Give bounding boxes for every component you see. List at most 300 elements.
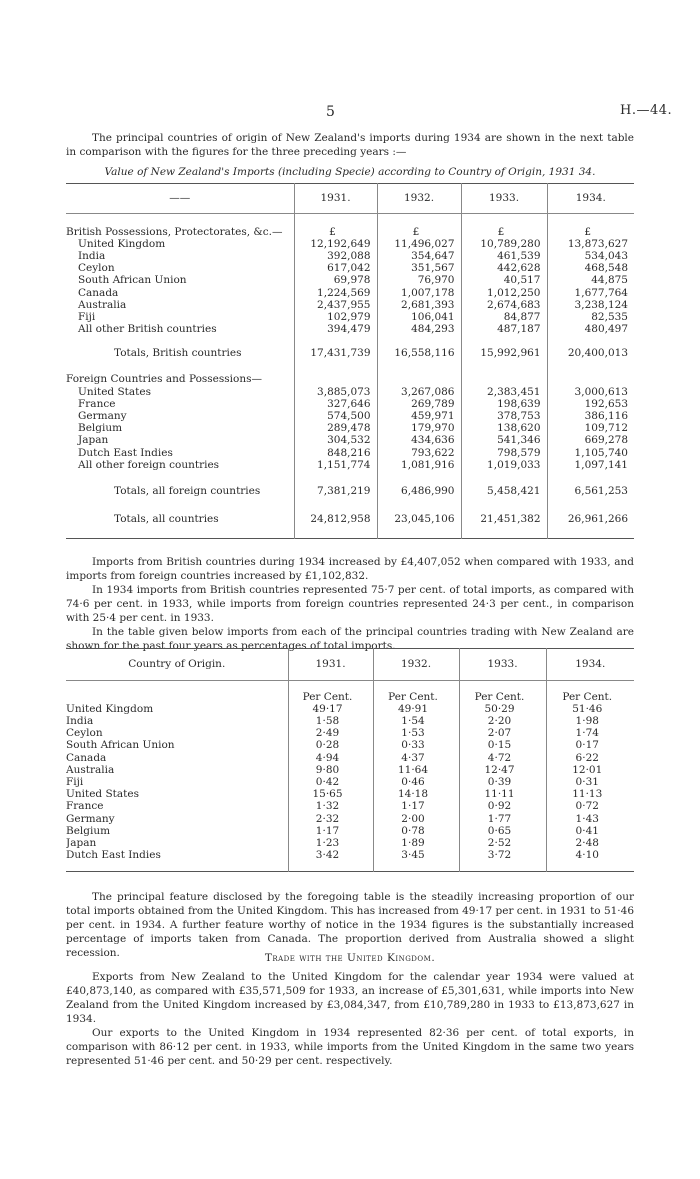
- table-row: [66, 238, 634, 250]
- value-cell: 11·11: [459, 788, 546, 800]
- value-cell: 6·22: [546, 752, 634, 764]
- value-cell: 11,496,027: [377, 238, 461, 250]
- row-label: [66, 788, 288, 800]
- value-cell: [547, 501, 634, 509]
- value-cell: 378,753: [461, 410, 547, 422]
- value-cell: 434,636: [377, 434, 461, 446]
- value-cell: 3,238,124: [547, 299, 634, 311]
- row-label-text: Dutch East Indies: [66, 849, 161, 862]
- row-label: [66, 323, 294, 335]
- value-cell: [294, 471, 377, 481]
- row-label-text: United States: [66, 788, 139, 801]
- section-heading: [66, 952, 634, 964]
- row-label: [66, 262, 294, 274]
- value-cell: [377, 363, 461, 373]
- row-label: [66, 727, 288, 739]
- table-row: [66, 800, 634, 812]
- row-label: [66, 274, 294, 286]
- value-cell: 50·29: [459, 703, 546, 715]
- value-cell: 3,267,086: [377, 386, 461, 398]
- row-label: [66, 691, 288, 703]
- value-cell: 198,639: [461, 398, 547, 410]
- value-cell: 1·54: [373, 715, 459, 727]
- table-row: [66, 447, 634, 459]
- value-cell: 669,278: [547, 434, 634, 446]
- value-cell: 0·17: [546, 739, 634, 751]
- value-cell: 106,041: [377, 311, 461, 323]
- value-cell: 109,712: [547, 422, 634, 434]
- value-cell: £: [547, 226, 634, 238]
- value-cell: 84,877: [461, 311, 547, 323]
- row-label: [66, 501, 294, 509]
- table2-year-header: 1934.: [546, 649, 634, 681]
- row-label: [66, 861, 288, 871]
- value-cell: 12·01: [546, 764, 634, 776]
- table-row: [66, 410, 634, 422]
- row-label-text: India: [78, 249, 106, 262]
- row-label-text: All other foreign countries: [78, 458, 220, 471]
- row-label: [66, 459, 294, 471]
- value-cell: 15·65: [288, 788, 373, 800]
- row-label-text: South African Union: [66, 739, 175, 752]
- row-label: [66, 434, 294, 446]
- value-cell: 0·31: [546, 776, 634, 788]
- table-row: [66, 386, 634, 398]
- table-row: [66, 788, 634, 800]
- value-cell: 459,971: [377, 410, 461, 422]
- value-cell: [294, 335, 377, 343]
- table1-year-header: 1931.: [294, 184, 377, 214]
- row-label: [66, 681, 288, 691]
- total-row: [66, 343, 634, 363]
- spacer-row: [66, 335, 634, 343]
- table-row: [66, 459, 634, 471]
- value-cell: 269,789: [377, 398, 461, 410]
- table-row: [66, 727, 634, 739]
- value-cell: 1·77: [459, 813, 546, 825]
- value-cell: 1,012,250: [461, 287, 547, 299]
- row-label-text: British Possessions, Protectorates, &c.—: [66, 225, 283, 238]
- value-cell: [547, 363, 634, 373]
- row-label-text: Belgium: [66, 824, 111, 837]
- value-cell: 12,192,649: [294, 238, 377, 250]
- row-label: [66, 813, 288, 825]
- table-row: [66, 813, 634, 825]
- table-row: [66, 274, 634, 286]
- value-cell: 3·42: [288, 849, 373, 861]
- value-cell: 1,019,033: [461, 459, 547, 471]
- value-cell: [377, 214, 461, 226]
- page-number: 5: [326, 104, 335, 120]
- row-label: [66, 509, 294, 529]
- value-cell: Per Cent.: [546, 691, 634, 703]
- spacer-row: [66, 681, 634, 691]
- value-cell: 2·20: [459, 715, 546, 727]
- row-label-text: Belgium: [78, 422, 123, 435]
- row-label: [66, 335, 294, 343]
- value-cell: 3·72: [459, 849, 546, 861]
- value-cell: 1,151,774: [294, 459, 377, 471]
- table2-year-header: 1933.: [459, 649, 546, 681]
- value-cell: [547, 214, 634, 226]
- value-cell: 179,970: [377, 422, 461, 434]
- value-cell: 16,558,116: [377, 343, 461, 363]
- unit-row: [66, 691, 634, 703]
- value-cell: 2·32: [288, 813, 373, 825]
- value-cell: 1,224,569: [294, 287, 377, 299]
- value-cell: [547, 471, 634, 481]
- value-cell: [461, 373, 547, 385]
- value-cell: 1,677,764: [547, 287, 634, 299]
- value-cell: Per Cent.: [373, 691, 459, 703]
- value-cell: 2·00: [373, 813, 459, 825]
- value-cell: [459, 681, 546, 691]
- table2-year-header: 1932.: [373, 649, 459, 681]
- row-label-text: United Kingdom: [78, 237, 166, 250]
- row-label-text: Canada: [78, 286, 119, 299]
- value-cell: 0·72: [546, 800, 634, 812]
- row-label: [66, 739, 288, 751]
- value-cell: 3,885,073: [294, 386, 377, 398]
- value-cell: [461, 363, 547, 373]
- spacer-row: [66, 861, 634, 871]
- table-row: [66, 739, 634, 751]
- table-row: [66, 311, 634, 323]
- row-label-text: South African Union: [78, 274, 187, 287]
- value-cell: 534,043: [547, 250, 634, 262]
- value-cell: 1·17: [288, 825, 373, 837]
- value-cell: 0·78: [373, 825, 459, 837]
- value-cell: 442,628: [461, 262, 547, 274]
- value-cell: 2·48: [546, 837, 634, 849]
- value-cell: 798,579: [461, 447, 547, 459]
- row-label-text: All other British countries: [78, 323, 217, 336]
- row-label-text: Canada: [66, 751, 107, 764]
- row-label: [66, 410, 294, 422]
- row-label: [66, 800, 288, 812]
- row-label-text: United Kingdom: [66, 702, 154, 715]
- value-cell: 49·17: [288, 703, 373, 715]
- value-cell: 2·49: [288, 727, 373, 739]
- row-label: [66, 849, 288, 861]
- table-row: [66, 776, 634, 788]
- table-row: [66, 287, 634, 299]
- row-label-text: Germany: [78, 409, 127, 422]
- row-label-text: Dutch East Indies: [78, 446, 173, 459]
- row-label: [66, 287, 294, 299]
- value-cell: Per Cent.: [288, 691, 373, 703]
- value-cell: 69,978: [294, 274, 377, 286]
- row-label-text: Ceylon: [78, 262, 115, 275]
- value-cell: 0·42: [288, 776, 373, 788]
- value-cell: [373, 681, 459, 691]
- table2-intro-paragraph: In the table given below imports from each of the principal countries trading with New Zealand are shown for the past four years as percentages of total imports.: [66, 626, 634, 652]
- value-cell: 15,992,961: [461, 343, 547, 363]
- row-label-text: Japan: [78, 434, 109, 447]
- section-heading-text: Trade with the United Kingdom.: [264, 952, 436, 964]
- imports-percentage-table: [66, 648, 634, 872]
- row-label: [66, 764, 288, 776]
- imports-change-paragraph: Imports from British countries during 1934 increased by £4,407,052 when compared with 1933, and imports from foreign countries increased by £1,102,832.: [66, 556, 634, 582]
- value-cell: 51·46: [546, 703, 634, 715]
- table1-year-header: 1933.: [461, 184, 547, 214]
- value-cell: 102,979: [294, 311, 377, 323]
- imports-value-table: [66, 183, 634, 539]
- row-label: [66, 238, 294, 250]
- row-label-text: Foreign Countries and Possessions—: [66, 373, 263, 386]
- row-label: [66, 715, 288, 727]
- value-cell: 354,647: [377, 250, 461, 262]
- value-cell: 23,045,106: [377, 509, 461, 529]
- table-row: [66, 849, 634, 861]
- table-row: [66, 837, 634, 849]
- value-cell: 1·23: [288, 837, 373, 849]
- value-cell: [294, 501, 377, 509]
- value-cell: 138,620: [461, 422, 547, 434]
- value-cell: 1,097,141: [547, 459, 634, 471]
- table-row: [66, 398, 634, 410]
- value-cell: [377, 335, 461, 343]
- value-cell: 0·28: [288, 739, 373, 751]
- table-row: [66, 422, 634, 434]
- exports-paragraph: Exports from New Zealand to the United Kingdom for the calendar year 1934 were valued at £40,873,140, as compared with £35,571,509 for 1933, an increase of £5,301,631, while imports into New Zealand from the United Kingdom increased by £3,084,347, from £10,789,280 in 1933 to £13,873,627 in 1934.: [66, 971, 634, 1025]
- value-cell: [461, 471, 547, 481]
- value-cell: [459, 861, 546, 871]
- row-label-text: Totals, all foreign countries: [114, 484, 261, 497]
- value-cell: 289,478: [294, 422, 377, 434]
- value-cell: 327,646: [294, 398, 377, 410]
- spacer-row: [66, 363, 634, 373]
- row-label-text: France: [66, 800, 104, 813]
- value-cell: 394,479: [294, 323, 377, 335]
- value-cell: 26,961,266: [547, 509, 634, 529]
- value-cell: 3,000,613: [547, 386, 634, 398]
- table1-year-header: 1932.: [377, 184, 461, 214]
- value-cell: 461,539: [461, 250, 547, 262]
- table-row: [66, 703, 634, 715]
- value-cell: 82,535: [547, 311, 634, 323]
- row-label: [66, 837, 288, 849]
- value-cell: 386,116: [547, 410, 634, 422]
- value-cell: [377, 529, 461, 539]
- row-label-text: Totals, British countries: [114, 347, 242, 360]
- value-cell: [546, 861, 634, 871]
- value-cell: [294, 373, 377, 385]
- row-label-text: India: [66, 714, 94, 727]
- row-label: [66, 447, 294, 459]
- value-cell: 2,383,451: [461, 386, 547, 398]
- value-cell: 44,875: [547, 274, 634, 286]
- value-cell: 0·92: [459, 800, 546, 812]
- imports-share-paragraph: In 1934 imports from British countries represented 75·7 per cent. of total imports, as compared with 74·6 per cent. in 1933, while imports from foreign countries represented 24·3 per cent., in comparison with 25·4 per cent. in 1933.: [66, 584, 634, 624]
- row-label-text: Australia: [78, 298, 127, 311]
- value-cell: 7,381,219: [294, 481, 377, 501]
- row-label: [66, 471, 294, 481]
- value-cell: 1,007,178: [377, 287, 461, 299]
- value-cell: [547, 529, 634, 539]
- value-cell: 484,293: [377, 323, 461, 335]
- table1-caption: Value of New Zealand's Imports (including Specie) according to Country of Origin, 1931 34.: [104, 166, 596, 178]
- section-row: [66, 373, 634, 385]
- value-cell: 1,081,916: [377, 459, 461, 471]
- row-label: [66, 481, 294, 501]
- value-cell: 20,400,013: [547, 343, 634, 363]
- value-cell: 304,532: [294, 434, 377, 446]
- row-label: [66, 299, 294, 311]
- value-cell: 0·65: [459, 825, 546, 837]
- row-label: [66, 311, 294, 323]
- value-cell: 192,653: [547, 398, 634, 410]
- table-row: [66, 299, 634, 311]
- row-label: [66, 214, 294, 226]
- value-cell: 40,517: [461, 274, 547, 286]
- value-cell: 9·80: [288, 764, 373, 776]
- value-cell: 541,346: [461, 434, 547, 446]
- value-cell: 848,216: [294, 447, 377, 459]
- value-cell: [461, 529, 547, 539]
- value-cell: [547, 373, 634, 385]
- value-cell: 0·33: [373, 739, 459, 751]
- table-row: [66, 764, 634, 776]
- value-cell: 351,567: [377, 262, 461, 274]
- value-cell: 2,681,393: [377, 299, 461, 311]
- row-label-text: Totals, all countries: [114, 512, 219, 525]
- table2-year-header: 1931.: [288, 649, 373, 681]
- row-label-text: Australia: [66, 763, 115, 776]
- value-cell: 12·47: [459, 764, 546, 776]
- row-label: [66, 703, 288, 715]
- row-label: [66, 776, 288, 788]
- value-cell: 0·39: [459, 776, 546, 788]
- value-cell: 17,431,739: [294, 343, 377, 363]
- value-cell: [461, 501, 547, 509]
- value-cell: 4·94: [288, 752, 373, 764]
- value-cell: 76,970: [377, 274, 461, 286]
- table2-country-header: Country of Origin.: [128, 658, 226, 671]
- row-label: [66, 250, 294, 262]
- value-cell: 13,873,627: [547, 238, 634, 250]
- row-label: [66, 398, 294, 410]
- value-cell: 3·45: [373, 849, 459, 861]
- spacer-row: [66, 214, 634, 226]
- row-label: [66, 373, 294, 385]
- value-cell: [547, 335, 634, 343]
- value-cell: 617,042: [294, 262, 377, 274]
- row-label: [66, 363, 294, 373]
- spacer-row: [66, 501, 634, 509]
- table-row: [66, 434, 634, 446]
- value-cell: 49·91: [373, 703, 459, 715]
- value-cell: [461, 335, 547, 343]
- value-cell: Per Cent.: [459, 691, 546, 703]
- value-cell: 4·10: [546, 849, 634, 861]
- value-cell: £: [377, 226, 461, 238]
- value-cell: 1,105,740: [547, 447, 634, 459]
- value-cell: 2,437,955: [294, 299, 377, 311]
- value-cell: 10,789,280: [461, 238, 547, 250]
- table-row: [66, 262, 634, 274]
- row-label: [66, 422, 294, 434]
- value-cell: 1·58: [288, 715, 373, 727]
- value-cell: [294, 363, 377, 373]
- value-cell: 4·37: [373, 752, 459, 764]
- spacer-row: [66, 529, 634, 539]
- value-cell: 793,622: [377, 447, 461, 459]
- value-cell: 5,458,421: [461, 481, 547, 501]
- grand-total-row: [66, 509, 634, 529]
- currency-row: [66, 226, 634, 238]
- table-row: [66, 250, 634, 262]
- row-label: [66, 752, 288, 764]
- page-reference: H.—44.: [620, 103, 673, 118]
- value-cell: 2·07: [459, 727, 546, 739]
- value-cell: 574,500: [294, 410, 377, 422]
- value-cell: [294, 214, 377, 226]
- value-cell: 14·18: [373, 788, 459, 800]
- value-cell: 468,548: [547, 262, 634, 274]
- value-cell: 21,451,382: [461, 509, 547, 529]
- value-cell: 2,674,683: [461, 299, 547, 311]
- value-cell: 6,486,990: [377, 481, 461, 501]
- row-label: [66, 386, 294, 398]
- value-cell: 0·46: [373, 776, 459, 788]
- value-cell: 1·32: [288, 800, 373, 812]
- row-label-text: Germany: [66, 812, 115, 825]
- row-label-text: Fiji: [78, 310, 96, 323]
- table1-corner: ——: [169, 192, 191, 205]
- value-cell: 11·64: [373, 764, 459, 776]
- value-cell: [373, 861, 459, 871]
- feature-paragraph: The principal feature disclosed by the foregoing table is the steadily increasing proportion of our total imports obtained from the United Kingdom. This has increased from 49·17 per cent. in 1931 to 51·46 per cent. in 1934. A further feature worthy of notice in the 1934 figures is the substantially increased percentage of imports taken from Canada. The proportion derived from Australia showed a slight recession.: [66, 891, 635, 959]
- total-row: [66, 481, 634, 501]
- row-label: [66, 343, 294, 363]
- value-cell: [377, 373, 461, 385]
- value-cell: 11·13: [546, 788, 634, 800]
- table1-year-header: 1934.: [547, 184, 634, 214]
- row-label-text: Fiji: [66, 775, 84, 788]
- table-row: [66, 323, 634, 335]
- value-cell: 487,187: [461, 323, 547, 335]
- value-cell: [377, 471, 461, 481]
- value-cell: 4·72: [459, 752, 546, 764]
- value-cell: 6,561,253: [547, 481, 634, 501]
- value-cell: 0·15: [459, 739, 546, 751]
- value-cell: [288, 681, 373, 691]
- value-cell: 1·53: [373, 727, 459, 739]
- value-cell: 480,497: [547, 323, 634, 335]
- exports-share-paragraph: Our exports to the United Kingdom in 1934 represented 82·36 per cent. of total exports, in comparison with 86·12 per cent. in 1933, while imports from the United Kingdom in the same two years represented 51·46 per cent. and 50·29 per cent. respectively.: [66, 1027, 634, 1067]
- value-cell: 1·74: [546, 727, 634, 739]
- row-label-text: Japan: [66, 836, 97, 849]
- row-label-text: Ceylon: [66, 727, 103, 740]
- value-cell: 24,812,958: [294, 509, 377, 529]
- table-row: [66, 825, 634, 837]
- row-label-text: United States: [78, 385, 151, 398]
- intro-paragraph: The principal countries of origin of New Zealand's imports during 1934 are shown in the next table in comparison with the figures for the three preceding years :—: [66, 132, 634, 158]
- value-cell: 1·17: [373, 800, 459, 812]
- value-cell: £: [294, 226, 377, 238]
- row-label: [66, 529, 294, 539]
- value-cell: 392,088: [294, 250, 377, 262]
- value-cell: 2·52: [459, 837, 546, 849]
- value-cell: 0·41: [546, 825, 634, 837]
- value-cell: [377, 501, 461, 509]
- value-cell: 1·43: [546, 813, 634, 825]
- value-cell: £: [461, 226, 547, 238]
- row-label: [66, 825, 288, 837]
- table-row: [66, 752, 634, 764]
- value-cell: 1·89: [373, 837, 459, 849]
